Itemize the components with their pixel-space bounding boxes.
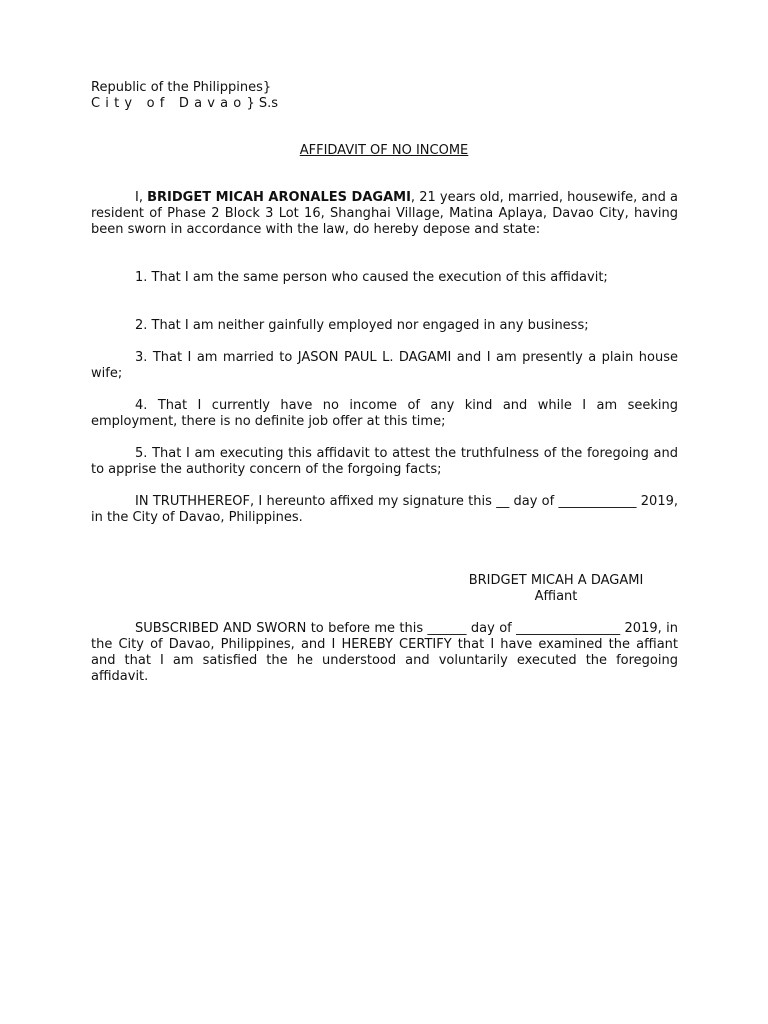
venue-country: Republic of the Philippines} bbox=[91, 80, 272, 95]
venue-city: City of Davao bbox=[91, 96, 247, 111]
affiant-full-name: BRIDGET MICAH ARONALES DAGAMI bbox=[147, 190, 411, 205]
intro-paragraph bbox=[91, 190, 678, 238]
statement-5: 5. That I am executing this affidavit to attest the truthfulness of the foregoing and to apprise the authority concern of the forgoing facts; bbox=[91, 446, 678, 477]
statement-2: 2. That I am neither gainfully employed nor engaged in any business; bbox=[135, 318, 589, 333]
venue-block bbox=[91, 80, 278, 112]
signature-block bbox=[436, 573, 676, 605]
venue-suffix: } S.s bbox=[246, 96, 279, 111]
signatory-name: BRIDGET MICAH A DAGAMI bbox=[468, 573, 644, 588]
signatory-role: Affiant bbox=[534, 589, 578, 604]
statement-4: 4. That I currently have no income of any kind and while I am seeking employment, there is no definite job offer at this time; bbox=[91, 398, 678, 429]
intro-prefix: I, bbox=[135, 190, 148, 205]
jurat-paragraph: SUBSCRIBED AND SWORN to before me this ______ day of ________________ 2019, in the City of Davao, Philippines, and I HEREBY CERTIFY that I have examined the affiant and that I am satisfied the he understood and voluntarily executed the foregoing affidavit. bbox=[91, 621, 678, 684]
statement-3: 3. That I am married to JASON PAUL L. DAGAMI and I am presently a plain house wife; bbox=[91, 350, 678, 381]
in-truth-paragraph: IN TRUTHHEREOF, I hereunto affixed my signature this __ day of ____________ 2019, in the City of Davao, Philippines. bbox=[91, 494, 678, 525]
venue-city-line bbox=[91, 96, 278, 112]
document-title: AFFIDAVIT OF NO INCOME bbox=[299, 143, 469, 158]
intro-body: , 21 years old, married, housewife, and a resident of Phase 2 Block 3 Lot 16, Shanghai Village, Matina Aplaya, Davao City, having been sworn in accordance with the law, do hereby depose and state: bbox=[91, 190, 679, 237]
statement-1: 1. That I am the same person who caused the execution of this affidavit; bbox=[135, 270, 608, 285]
